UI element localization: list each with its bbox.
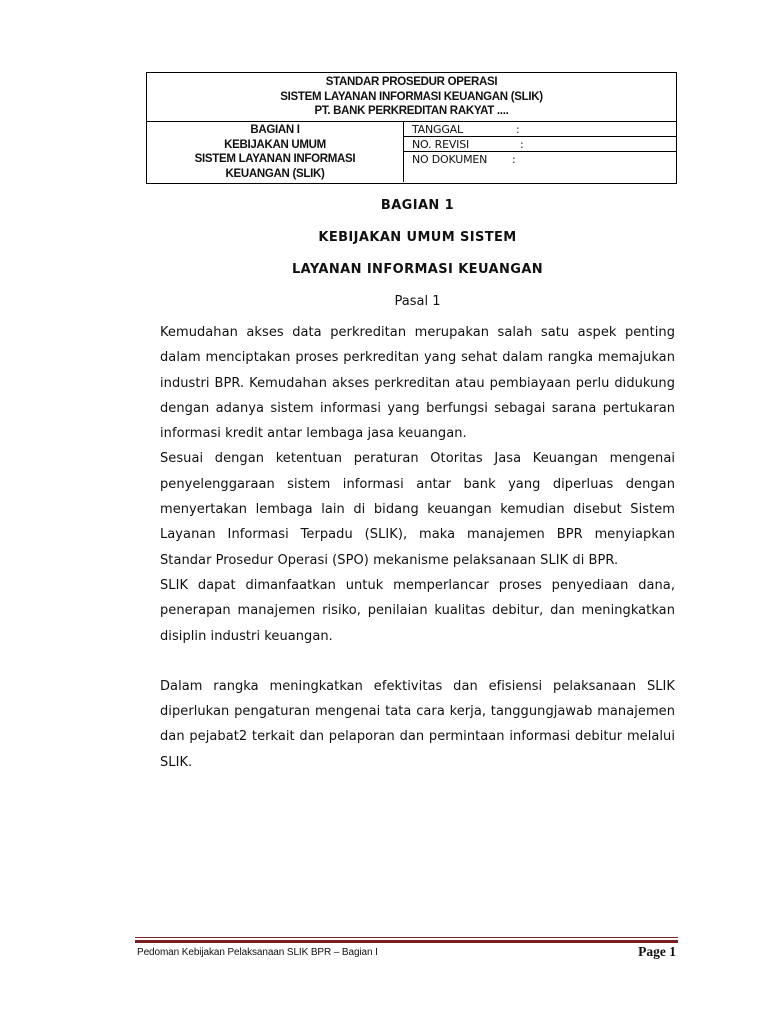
document-header-table	[146, 72, 677, 184]
title-heading-2	[160, 262, 675, 277]
title-line-2: LAYANAN INFORMASI KEUANGAN	[291, 262, 544, 277]
field-label: NO. REVISI	[412, 137, 470, 151]
section-heading	[160, 198, 675, 213]
body-text	[160, 320, 675, 775]
footer-document-name: Pedoman Kebijakan Pelaksanaan SLIK BPR – Bagian I	[137, 947, 378, 958]
field-separator: :	[512, 153, 516, 166]
footer-rule	[135, 937, 678, 943]
header-title-line: PT. BANK PERKREDITAN RAKYAT ....	[314, 105, 509, 117]
header-fields	[404, 122, 676, 182]
header-section-block	[147, 122, 404, 182]
field-label: NO DOKUMEN	[412, 153, 488, 166]
paragraph: Dalam rangka meningkatkan efektivitas dan efisiensi pelaksanaan SLIK diperlukan pengaturan mengenai tata cara kerja, tanggungjawab manajemen dan pejabat2 terkait dan pelaporan dan permintaan informasi debitur melalui SLIK.	[160, 678, 675, 770]
title-line-1: KEBIJAKAN UMUM SISTEM	[318, 230, 517, 245]
header-section-line: SISTEM LAYANAN INFORMASI	[194, 153, 356, 165]
page-number: Page 1	[638, 944, 676, 959]
header-section-line: KEBIJAKAN UMUM	[224, 138, 326, 151]
title-heading	[160, 230, 675, 245]
header-section-line: KEUANGAN (SLIK)	[225, 167, 325, 180]
header-title-line: STANDAR PROSEDUR OPERASI	[325, 76, 498, 88]
pasal-label: Pasal 1	[394, 294, 441, 309]
pasal-heading	[160, 294, 675, 309]
field-separator: :	[520, 137, 524, 151]
field-no-dokumen	[404, 152, 676, 182]
paragraph: SLIK dapat dimanfaatkan untuk memperlancar proses penyediaan dana, penerapan manajemen risiko, penilaian kualitas debitur, dan meningkatkan disiplin industri keuangan.	[160, 577, 675, 644]
paragraph: Sesuai dengan ketentuan peraturan Otoritas Jasa Keuangan mengenai penyelenggaraan sistem informasi antar bank yang diperluas dengan menyertakan lembaga lain di bidang keuangan kemudian disebut Sistem Layanan Informasi Terpadu (SLIK), maka manajemen BPR menyiapkan Standar Prosedur Operasi (SPO) mekanisme pelaksanaan SLIK di BPR.	[160, 451, 675, 568]
header-section-line: BAGIAN I	[250, 124, 300, 136]
field-separator: :	[516, 122, 520, 136]
bagian-heading: BAGIAN 1	[380, 198, 455, 213]
header-title-line: SISTEM LAYANAN INFORMASI KEUANGAN (SLIK)	[280, 90, 543, 103]
paragraph: Kemudahan akses data perkreditan merupakan salah satu aspek penting dalam menciptakan proses perkreditan yang sehat dalam rangka memajukan industri BPR. Kemudahan akses perkreditan atau pembiayaan perlu didukung dengan adanya sistem informasi yang berfungsi sebagai sarana pertukaran informasi kredit antar lembaga jasa keuangan.	[160, 325, 675, 442]
field-label: TANGGAL	[412, 122, 463, 136]
field-tanggal	[404, 122, 676, 137]
field-no-revisi	[404, 137, 676, 152]
header-title-block	[147, 73, 676, 122]
